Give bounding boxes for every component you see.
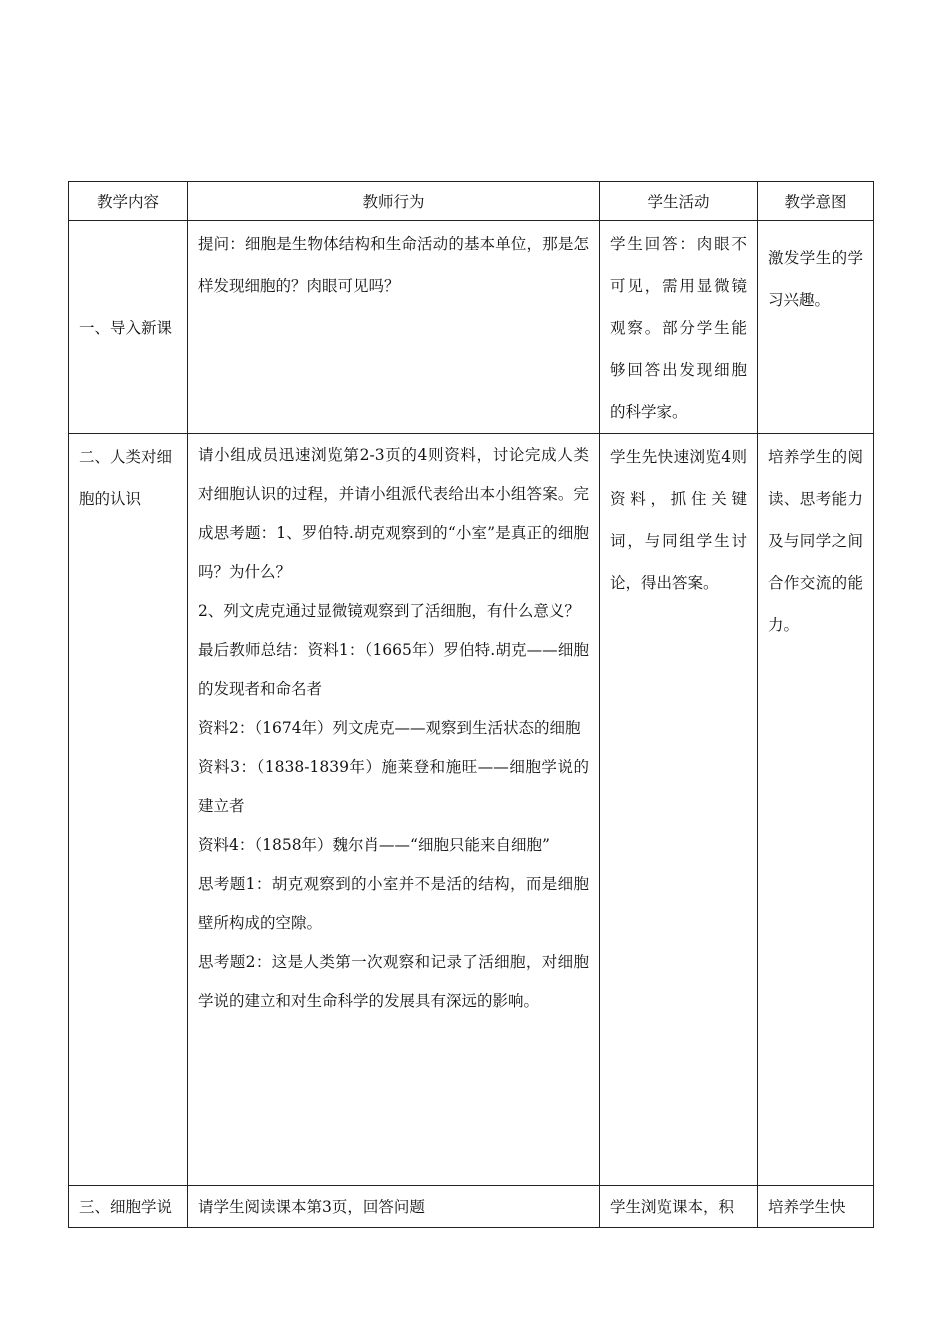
teacher-paragraph: 最后教师总结：资料1：（1665年）罗伯特.胡克——细胞的发现者和命名者 bbox=[198, 641, 589, 698]
row-intent-cell bbox=[758, 1186, 874, 1228]
row-content: 二、人类对细胞的认识 bbox=[79, 448, 173, 508]
row-intent-cell bbox=[758, 434, 874, 1186]
row-teacher-cell bbox=[188, 1186, 600, 1228]
teaching-intent: 培养学生的阅读、思考能力及与同学之间合作交流的能力。 bbox=[768, 448, 863, 634]
teacher-paragraph: 资料3：（1838-1839年）施莱登和施旺——细胞学说的建立者 bbox=[198, 758, 589, 815]
row-student-cell bbox=[600, 221, 758, 434]
header-teaching-intent: 教学意图 bbox=[758, 182, 874, 221]
header-teacher-behavior: 教师行为 bbox=[188, 182, 600, 221]
row-content-cell bbox=[69, 1186, 188, 1228]
row-content-cell bbox=[69, 221, 188, 434]
teacher-paragraph: 请小组成员迅速浏览第2-3页的4则资料，讨论完成人类对细胞认识的过程，并请小组派代表给出本小组答案。完成思考题：1、罗伯特.胡克观察到的“小室”是真正的细胞吗？为什么？ bbox=[198, 446, 589, 581]
header-student-activity: 学生活动 bbox=[600, 182, 758, 221]
teacher-paragraph: 提问：细胞是生物体结构和生命活动的基本单位，那是怎样发现细胞的？肉眼可见吗？ bbox=[198, 235, 589, 295]
row-teacher-cell bbox=[188, 221, 600, 434]
row-student-cell bbox=[600, 1186, 758, 1228]
teacher-paragraph: 思考题1：胡克观察到的小室并不是活的结构，而是细胞壁所构成的空隙。 bbox=[198, 875, 589, 932]
row-content-cell bbox=[69, 434, 188, 1186]
table-row bbox=[69, 434, 874, 1186]
row-teacher-cell bbox=[188, 434, 600, 1186]
row-student-cell bbox=[600, 434, 758, 1186]
lesson-plan-table bbox=[68, 181, 874, 1228]
header-content: 教学内容 bbox=[69, 182, 188, 221]
teaching-intent: 激发学生的学习兴趣。 bbox=[768, 249, 863, 309]
row-content: 一、导入新课 bbox=[79, 319, 173, 337]
teacher-paragraph: 资料2：（1674年）列文虎克——观察到生活状态的细胞 bbox=[198, 719, 581, 737]
teaching-intent: 培养学生快 bbox=[768, 1198, 846, 1216]
teacher-behavior bbox=[188, 1186, 599, 1226]
row-intent-cell bbox=[758, 221, 874, 434]
table-row bbox=[69, 1186, 874, 1228]
table-header-row bbox=[69, 182, 874, 221]
teacher-behavior bbox=[188, 221, 599, 307]
table-row bbox=[69, 221, 874, 434]
teacher-paragraph: 请学生阅读课本第3页，回答问题 bbox=[198, 1198, 425, 1216]
teacher-behavior bbox=[188, 434, 599, 1021]
student-activity: 学生回答：肉眼不可见，需用显微镜观察。部分学生能够回答出发现细胞的科学家。 bbox=[610, 235, 747, 421]
teacher-paragraph: 2、列文虎克通过显微镜观察到了活细胞，有什么意义？ bbox=[198, 602, 580, 620]
teacher-paragraph: 资料4：（1858年）魏尔肖——“细胞只能来自细胞” bbox=[198, 836, 550, 854]
student-activity: 学生先快速浏览4则资料，抓住关键词，与同组学生讨论，得出答案。 bbox=[610, 448, 747, 592]
student-activity: 学生浏览课本，积 bbox=[610, 1198, 735, 1216]
row-content: 三、细胞学说 bbox=[79, 1198, 173, 1216]
teacher-paragraph: 思考题2：这是人类第一次观察和记录了活细胞，对细胞学说的建立和对生命科学的发展具有深远的影响。 bbox=[198, 953, 589, 1010]
